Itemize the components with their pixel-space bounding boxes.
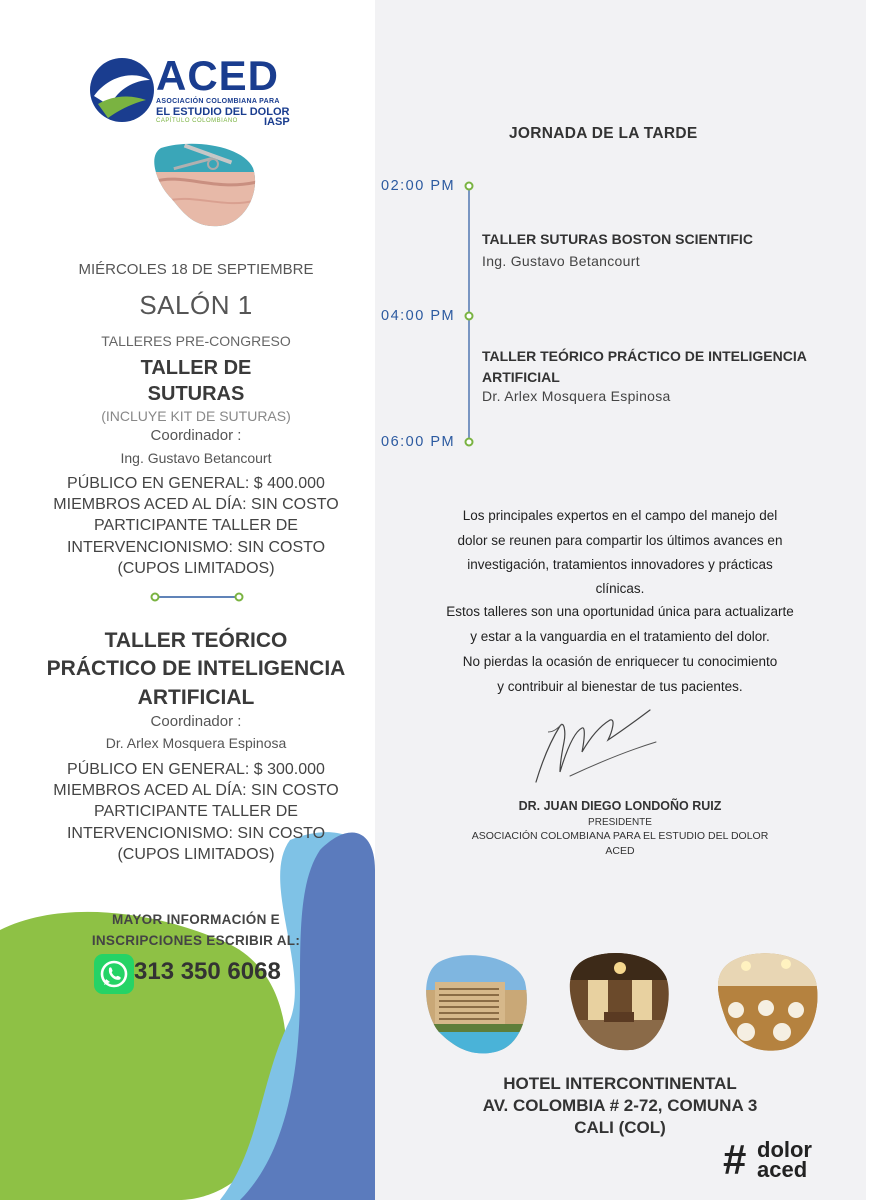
time-label: 02:00 PM xyxy=(381,178,456,194)
session-title: TALLER TEÓRICO PRÁCTICO DE INTELIGENCIA xyxy=(482,348,807,364)
taller2-price-line: MIEMBROS ACED AL DÍA: SIN COSTO xyxy=(53,782,339,799)
taller1-price-line: (CUPOS LIMITADOS) xyxy=(117,560,275,577)
intro-paragraph-line: y contribuir al bienestar de tus pacientes. xyxy=(497,679,743,694)
salon-title: SALÓN 1 xyxy=(139,290,253,320)
hashtag-symbol: # xyxy=(723,1136,747,1183)
hashtag xyxy=(723,1136,833,1184)
logo-iasp: IASP xyxy=(264,116,290,128)
hotel-exterior-photo xyxy=(425,952,529,1056)
taller2-price-line: PÚBLICO EN GENERAL: $ 300.000 xyxy=(67,761,325,778)
timeline-node xyxy=(466,183,473,190)
taller2-price-line: PARTICIPANTE TALLER DE xyxy=(94,803,298,820)
timeline-node xyxy=(466,313,473,320)
session-title: ARTIFICIAL xyxy=(482,369,560,385)
signatory-org-short: ACED xyxy=(605,845,635,857)
taller2-coord-label: Coordinador : xyxy=(150,713,242,730)
signatory-name: DR. JUAN DIEGO LONDOÑO RUIZ xyxy=(518,799,722,813)
left-column xyxy=(0,0,375,1200)
section-divider xyxy=(150,592,244,602)
green-blob xyxy=(0,912,286,1200)
taller2-title-line: PRÁCTICO DE INTELIGENCIA xyxy=(46,657,346,680)
taller2-price-line: (CUPOS LIMITADOS) xyxy=(117,846,275,863)
session-title: TALLER SUTURAS BOSTON SCIENTIFIC xyxy=(482,231,753,247)
logo-subtitle-2: EL ESTUDIO DEL DOLOR xyxy=(156,106,290,118)
aced-logo-icon xyxy=(88,56,156,124)
logo-subtitle-1: ASOCIACIÓN COLOMBIANA PARA xyxy=(156,98,280,105)
aced-logo xyxy=(88,52,290,128)
taller1-price-line: PÚBLICO EN GENERAL: $ 400.000 xyxy=(67,475,325,492)
logo-wordmark: ACED xyxy=(156,52,280,99)
hashtag-word2: aced xyxy=(757,1157,808,1182)
intro-paragraph-line: clínicas. xyxy=(595,581,645,596)
taller1-price-line: INTERVENCIONISMO: SIN COSTO xyxy=(66,539,326,556)
signatory-role: PRESIDENTE xyxy=(588,817,652,828)
taller2-title-line: TALLER TEÓRICO xyxy=(104,629,288,652)
contact-line1: MAYOR INFORMACIÓN E xyxy=(112,912,280,927)
intro-paragraph-line: Los principales expertos en el campo del manejo del xyxy=(462,508,778,523)
contact-line2: INSCRIPCIONES ESCRIBIR AL: xyxy=(91,933,301,948)
taller1-coord-name: Ing. Gustavo Betancourt xyxy=(120,450,272,466)
signature xyxy=(530,702,660,786)
taller1-price-line: PARTICIPANTE TALLER DE xyxy=(94,517,298,534)
jornada-title: JORNADA DE LA TARDE xyxy=(509,125,698,142)
taller2-coord-name: Dr. Arlex Mosquera Espinosa xyxy=(105,735,287,751)
venue-line2: AV. COLOMBIA # 2-72, COMUNA 3 xyxy=(482,1096,758,1115)
talleres-subtitle: TALLERES PRE-CONGRESO xyxy=(101,333,291,349)
time-label: 04:00 PM xyxy=(381,308,456,324)
surgery-photo xyxy=(153,142,257,228)
timeline-node xyxy=(466,439,473,446)
decorative-blobs xyxy=(0,820,375,1200)
taller1-coord-label: Coordinador : xyxy=(150,427,242,444)
taller2-title-line: ARTIFICIAL xyxy=(137,686,255,709)
hotel-lobby-photo xyxy=(568,950,672,1054)
venue-line3: CALI (COL) xyxy=(574,1118,666,1137)
right-edge-strip xyxy=(866,0,872,1200)
time-label: 06:00 PM xyxy=(381,434,456,450)
hotel-ballroom-photo xyxy=(716,950,820,1054)
intro-paragraph-line: Estos talleres son una oportunidad única para actualizarte xyxy=(446,604,794,619)
taller1-price-line: MIEMBROS ACED AL DÍA: SIN COSTO xyxy=(53,496,339,513)
session-speaker: Dr. Arlex Mosquera Espinosa xyxy=(482,388,671,404)
session-speaker: Ing. Gustavo Betancourt xyxy=(482,253,640,269)
intro-paragraph-line: No pierdas la ocasión de enriquecer tu conocimiento xyxy=(462,654,778,669)
whatsapp-icon[interactable] xyxy=(94,954,134,994)
intro-paragraph-line: y estar a la vanguardia en el tratamiento del dolor. xyxy=(470,629,770,644)
event-date: MIÉRCOLES 18 DE SEPTIEMBRE xyxy=(78,261,314,278)
intro-paragraph-line: dolor se reunen para compartir los últimos avances en xyxy=(457,533,783,548)
hashtag-word1: dolor xyxy=(757,1137,812,1162)
contact-phone[interactable]: 313 350 6068 xyxy=(134,958,281,985)
venue-line1: HOTEL INTERCONTINENTAL xyxy=(503,1074,737,1093)
taller1-title-line1: TALLER DE xyxy=(140,357,252,379)
taller2-price-line: INTERVENCIONISMO: SIN COSTO xyxy=(66,825,326,842)
intro-paragraph-line: investigación, tratamientos innovadores y prácticas xyxy=(467,557,773,572)
signatory-org: ASOCIACIÓN COLOMBIANA PARA EL ESTUDIO DEL DOLOR xyxy=(471,830,769,842)
taller1-note: (INCLUYE KIT DE SUTURAS) xyxy=(101,408,291,424)
logo-subtitle-3: CAPÍTULO COLOMBIANO xyxy=(156,118,238,124)
taller1-title-line2: SUTURAS xyxy=(147,383,245,405)
